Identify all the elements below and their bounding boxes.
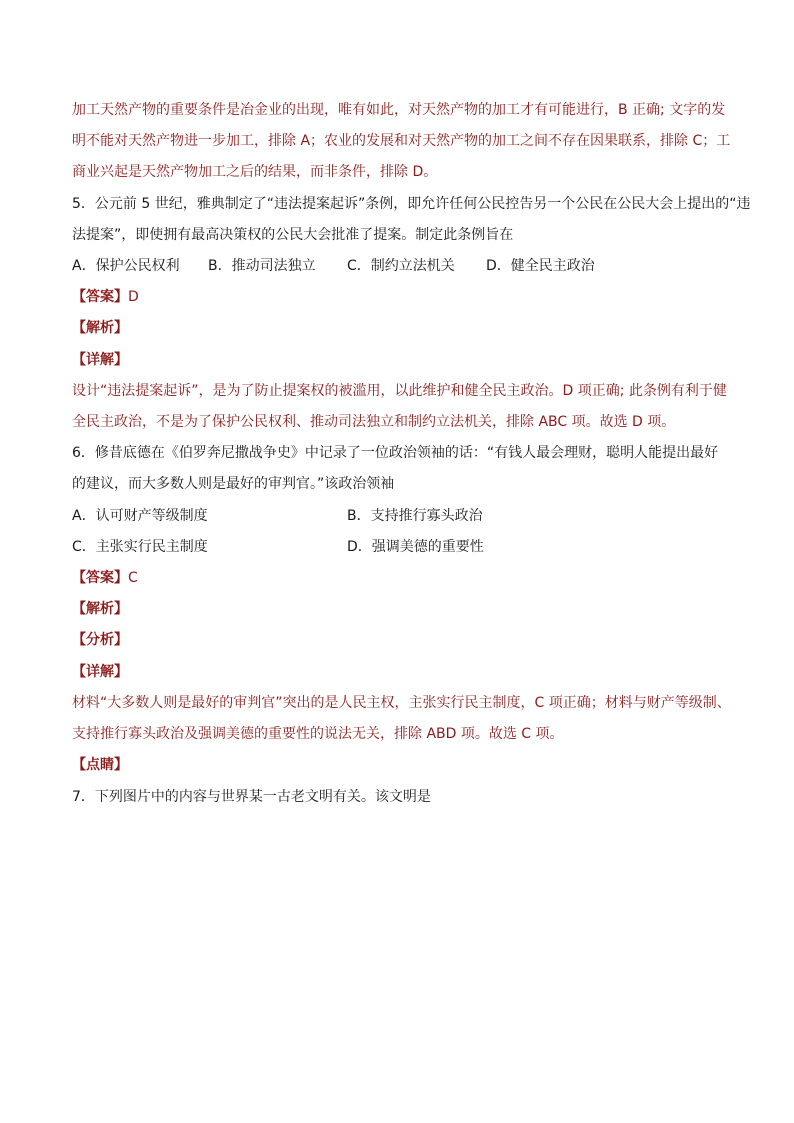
q5-detail-tag: 【详解】: [72, 352, 128, 368]
q6-option-a: A．认可财产等级制度: [72, 508, 208, 524]
answer-tag: 【答案】: [72, 570, 128, 586]
q5-option-a: A．保护公民权利: [72, 258, 180, 274]
q5-option-c: C．制约立法机关: [347, 258, 455, 274]
q6-answer-row: [72, 568, 138, 588]
q5-stem-line-2: 法提案”，即使拥有最高决策权的公民大会批准了提案。制定此条例旨在: [72, 227, 514, 243]
q6-option-b: B．支持推行寡头政治: [347, 508, 483, 524]
q4-explanation-line-2: 明不能对天然产物进一步加工，排除 A；农业的发展和对天然产物的加工之间不存在因果联系，排除 C；工: [72, 133, 731, 149]
answer-tag: 【答案】: [72, 289, 128, 305]
q6-detail-line-1: 材料“大多数人则是最好的审判官”突出的是人民主权，主张实行民主制度，C 项正确；材料与财产等级制、: [72, 695, 731, 711]
q6-stem-line-2: 的建议，而大多数人则是最好的审判官。”该政治领袖: [72, 476, 395, 492]
q5-detail-line-2: 全民主政治，不是为了保护公民权利、推动司法独立和制约立法机关，排除 ABC 项。故选 D 项。: [72, 414, 676, 430]
q4-explanation-line-3: 商业兴起是天然产物加工之后的结果，而非条件，排除 D。: [72, 164, 438, 180]
q6-detail-line-2: 支持推行寡头政治及强调美德的重要性的说法无关，排除 ABD 项。故选 C 项。: [72, 726, 564, 742]
answer-value: C: [128, 570, 138, 586]
q7-stem: 7．下列图片中的内容与世界某一古老文明有关。该文明是: [72, 789, 431, 805]
q5-option-b: B．推动司法独立: [208, 258, 316, 274]
q6-option-c: C．主张实行民主制度: [72, 539, 208, 555]
q6-stem-line-1: 6．修昔底德在《伯罗奔尼撒战争史》中记录了一位政治领袖的话：“有钱人最会理财，聪明人能提出最好: [72, 445, 719, 461]
q5-stem-line-1: 5．公元前 5 世纪，雅典制定了“违法提案起诉”条例，即允许任何公民控告另一个公民在公民大会上提出的“违: [72, 196, 751, 212]
answer-value: D: [128, 289, 139, 305]
q5-answer-row: [72, 287, 139, 307]
q6-analysis-tag: 【解析】: [72, 601, 128, 617]
q5-option-d: D．健全民主政治: [486, 258, 595, 274]
q4-explanation-line-1: 加工天然产物的重要条件是冶金业的出现，唯有如此，对天然产物的加工才有可能进行，B 正确; 文字的发: [72, 102, 726, 118]
q5-analysis-tag: 【解析】: [72, 320, 128, 336]
q6-option-d: D．强调美德的重要性: [347, 539, 484, 555]
q6-dianjing-tag: 【点睛】: [72, 757, 128, 773]
q6-fenxi-tag: 【分析】: [72, 632, 128, 648]
q6-detail-tag: 【详解】: [72, 664, 128, 680]
q5-detail-line-1: 设计“违法提案起诉”，是为了防止提案权的被滥用，以此维护和健全民主政治。D 项正确; 此条例有利于健: [72, 383, 727, 399]
